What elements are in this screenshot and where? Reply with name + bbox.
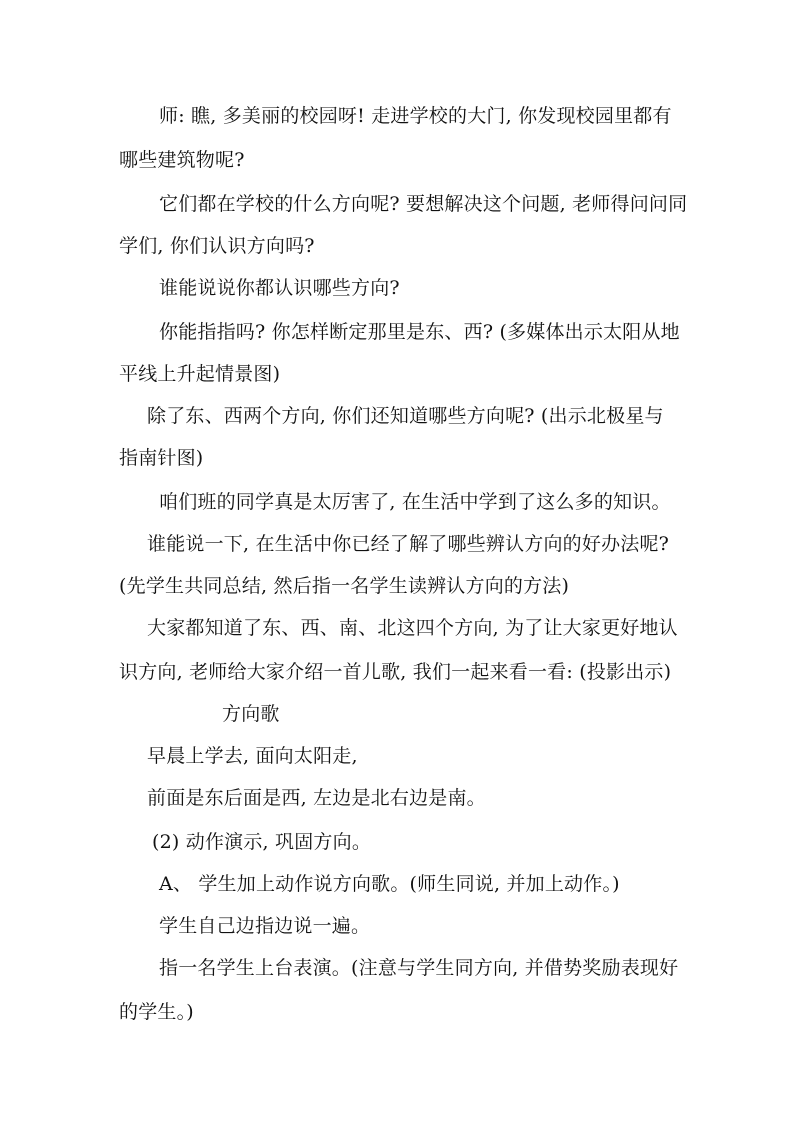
paragraph-line: 谁能说一下, 在生活中你已经了解了哪些辨认方向的好办法呢? bbox=[147, 533, 670, 555]
paragraph-line: 识方向, 老师给大家介绍一首儿歌, 我们一起来看一看: (投影出示) bbox=[119, 661, 672, 683]
paragraph-line: 学们, 你们认识方向吗? bbox=[119, 235, 315, 257]
paragraph-line: (先学生共同总结, 然后指一名学生读辨认方向的方法) bbox=[119, 575, 570, 597]
paragraph-line: 指一名学生上台表演。(注意与学生同方向, 并借势奖励表现好 bbox=[159, 957, 679, 979]
paragraph-line: A、 学生加上动作说方向歌。(师生同说, 并加上动作。) bbox=[159, 873, 620, 895]
paragraph-line: 师: 瞧, 多美丽的校园呀! 走进学校的大门, 你发现校园里都有 bbox=[159, 105, 672, 127]
paragraph-line: (2) 动作演示, 巩固方向。 bbox=[152, 831, 372, 853]
song-line: 早晨上学去, 面向太阳走, bbox=[147, 745, 358, 767]
paragraph-line: 的学生。) bbox=[119, 1001, 194, 1023]
paragraph-line: 指南针图) bbox=[119, 447, 204, 469]
paragraph-line: 大家都知道了东、西、南、北这四个方向, 为了让大家更好地认 bbox=[147, 617, 678, 639]
paragraph-line: 你能指指吗? 你怎样断定那里是东、西? (多媒体出示太阳从地 bbox=[159, 321, 680, 343]
paragraph-line: 哪些建筑物呢? bbox=[119, 149, 245, 171]
paragraph-line: 平线上升起情景图) bbox=[119, 363, 281, 385]
song-title: 方向歌 bbox=[222, 703, 280, 725]
paragraph-line: 除了东、西两个方向, 你们还知道哪些方向呢? (出示北极星与 bbox=[147, 405, 664, 427]
song-line: 前面是东后面是西, 左边是北右边是南。 bbox=[147, 787, 486, 809]
paragraph-line: 咱们班的同学真是太厉害了, 在生活中学到了这么多的知识。 bbox=[159, 491, 671, 513]
paragraph-line: 它们都在学校的什么方向呢? 要想解决这个问题, 老师得问问同 bbox=[159, 193, 688, 215]
paragraph-line: 谁能说说你都认识哪些方向? bbox=[159, 277, 400, 299]
paragraph-line: 学生自己边指边说一遍。 bbox=[159, 915, 371, 937]
